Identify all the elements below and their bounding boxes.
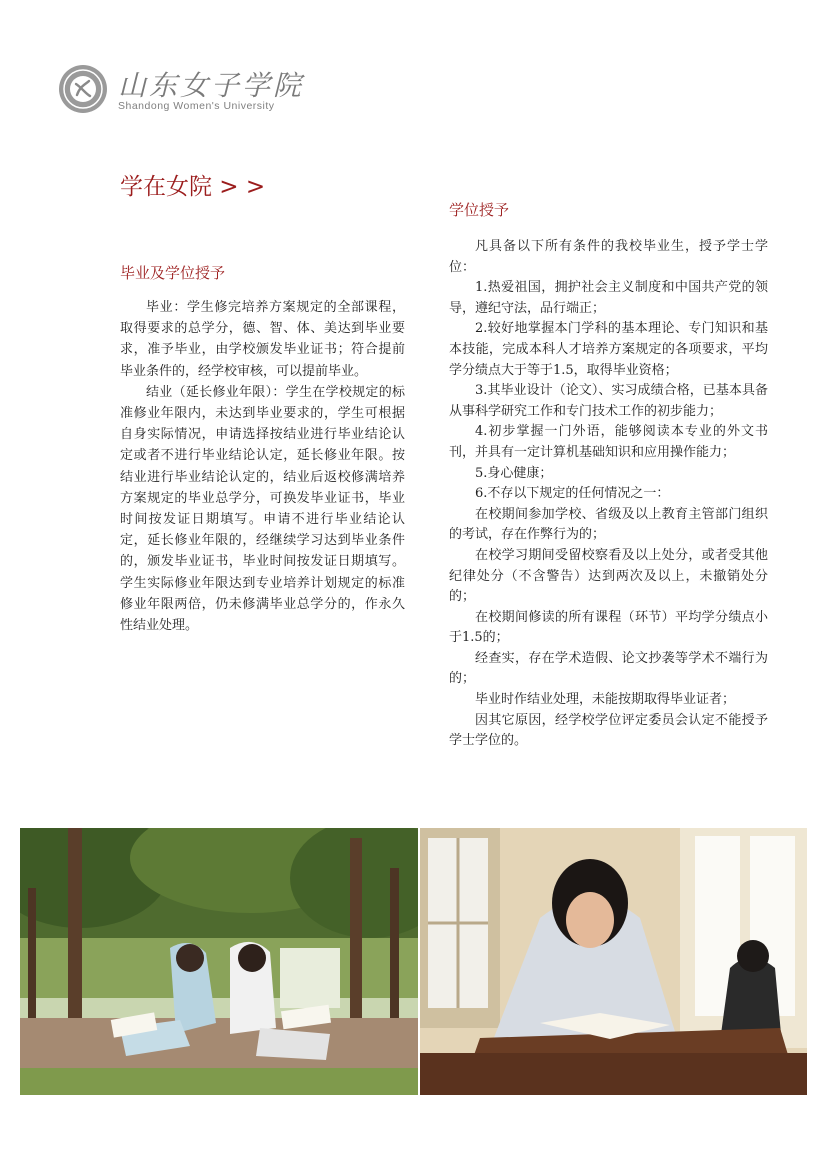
page-title: 学在女院 > > [120,174,266,200]
degree-text-column [449,237,768,752]
photo-student-reading-indoors [420,828,807,1095]
photo-students-reading-outdoors [20,828,418,1095]
paragraph: 因其它原因，经学校学位评定委员会认定不能授予学士学位的。 [449,712,768,749]
paragraph: 1.热爱祖国，拥护社会主义制度和中国共产党的领导，遵纪守法，品行端正； [449,280,768,316]
paragraph: 在校学习期间受留校察看及以上处分，或者受其他纪律处分（不含警告）达到两次及以上，未撤销处分的； [449,547,768,605]
paragraph: 在校期间参加学校、省级及以上教育主管部门组织的考试，存在作弊行为的； [449,506,768,543]
graduation-text-column [120,297,405,636]
logo-english-name: Shandong Women's University [118,100,275,112]
university-logo [58,62,305,118]
paragraph: 6.不存以下规定的任何情况之一： [475,486,670,502]
outdoor-reading-photo [20,828,418,1095]
university-seal-icon [58,64,108,114]
paragraph: 在校期间修读的所有课程（环节）平均学分绩点小于1.5的； [449,609,768,646]
paragraph: 4.初步掌握一门外语，能够阅读本专业的外文书刊，并具有一定计算机基础知识和应用操作能力； [449,424,768,460]
paragraph: 5.身心健康； [475,465,553,481]
paragraph: 经查实，存在学术造假、论文抄袭等学术不端行为的； [449,650,768,687]
paragraph: 毕业时作结业处理，未能按期取得毕业证者； [475,692,736,708]
paragraph: 3.其毕业设计（论文）、实习成绩合格，已基本具备从事科学研究工作和专门技术工作的初步能力； [449,383,768,419]
section-heading-graduation: 毕业及学位授予 [120,264,226,282]
indoor-reading-photo [420,828,807,1095]
paragraph: 2.较好地掌握本门学科的基本理论、专门知识和基本技能，完成本科人才培养方案规定的各项要求，平均学分绩点大于等于1.5，取得毕业资格； [449,321,768,378]
paragraph: 凡具备以下所有条件的我校毕业生，授予学士学位： [449,239,768,275]
paragraph: 毕业：学生修完培养方案规定的全部课程，取得要求的总学分，德、智、体、美达到毕业要求，准予毕业，由学校颁发毕业证书；符合提前毕业条件的，经学校审核，可以提前毕业。 [120,300,405,379]
logo-chinese-name: 山东女子学院 [118,69,305,102]
section-heading-degree: 学位授予 [449,201,510,219]
paragraph: 结业（延长修业年限）：学生在学校规定的标准修业年限内，未达到毕业要求的，学生可根据自身实际情况，申请选择按结业进行毕业结论认定或者不进行毕业结论认定，延长修业年限。按结业进行毕业结论认定的，结业后返校修满培养方案规定的毕业总学分，可换发毕业证书，毕业时间按发证日期填写。申请不进行毕业结论认定，延长修业年限的，经继续学习达到毕业条件的，颁发毕业证书，毕业时间按发证日期填写。学生实际修业年限达到专业培养计划规定的标准修业年限两倍，仍未修满毕业总学分的，作永久性结业处理。 [120,384,405,634]
